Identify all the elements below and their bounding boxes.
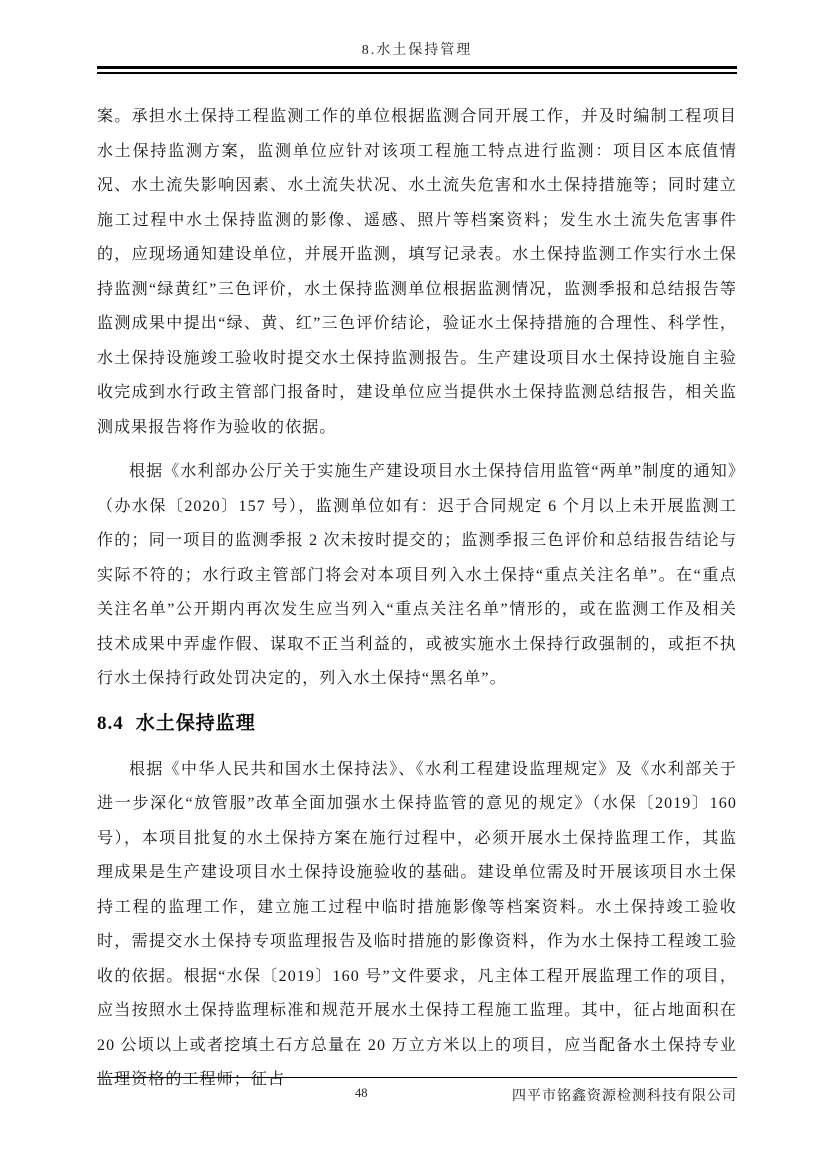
- document-body: [97, 100, 737, 1108]
- paragraph: 案。承担水土保持工程监测工作的单位根据监测合同开展工作，并及时编制工程项目水土保持监测方案，监测单位应针对该项工程施工特点进行监测：项目区本底值情况、水土流失影响因素、水土流失状况、水土流失危害和水土保持措施等；同时建立施工过程中水土保持监测的影像、遥感、照片等档案资料；发生水土流失危害事件的，应现场通知建设单位，并展开监测，填写记录表。水土保持监测工作实行水土保持监测“绿黄红”三色评价，水土保持监测单位根据监测情况，监测季报和总结报告等监测成果中提出“绿、黄、红”三色评价结论，验证水土保持措施的合理性、科学性，水土保持设施竣工验收时提交水土保持监测报告。生产建设项目水土保持设施自主验收完成到水行政主管部门报备时，建设单位应当提供水土保持监测总结报告，相关监测成果报告将作为验收的依据。: [97, 108, 737, 436]
- page-number: 48: [355, 1086, 368, 1100]
- page-footer: [97, 1077, 737, 1112]
- company-name: 四平市铭鑫资源检测科技有限公司: [512, 1089, 737, 1104]
- chapter-title: 8.水土保持管理: [361, 43, 473, 58]
- paragraph: 根据《中华人民共和国水土保持法》、《水利工程建设监理规定》及《水利部关于进一步深化“放管服”改革全面加强水土保持监管的意见的规定》（水保〔2019〕160 号），本项目批复的水土保持方案在施行过程中，必须开展水土保持监理工作，其监理成果是生产建设项目水土保持设施验收的基础。建设单位需及时开展该项目水土保持工程的监理工作，建立施工过程中临时措施影像等档案资料。水土保持竣工验收时，需提交水土保持专项监理报告及临时措施的影像资料，作为水土保持工程竣工验收的依据。根据“水保〔2019〕160 号”文件要求，凡主体工程开展监理工作的项目，应当按照水土保持监理标准和规范开展水土保持工程施工监理。其中，征占地面积在 20 公顷以上或者挖填土石方总量在 20 万立方米以上的项目，应当配备水土保持专业监理资格的工程师；征占: [97, 760, 737, 1088]
- section-heading: [97, 711, 737, 737]
- section-title: 水土保持监理: [135, 712, 256, 734]
- section-number: 8.4: [97, 712, 124, 734]
- page-header: [97, 0, 737, 74]
- paragraph: 根据《水利部办公厅关于实施生产建设项目水土保持信用监管“两单”制度的通知》（办水保〔2020〕157 号），监测单位如有：迟于合同规定 6 个月以上未开展监测工作的；同一项目的监测季报 2 次未按时提交的；监测季报三色评价和总结报告结论与实际不符的；水行政主管部门将会对本项目列入水土保持“重点关注名单”。在“重点关注名单”公开期内再次发生应当列入“重点关注名单”情形的，或在监测工作及相关技术成果中弄虚作假、谋取不正当利益的，或被实施水土保持行政强制的，或拒不执行水土保持行政处罚决定的，列入水土保持“黑名单”。: [97, 463, 737, 687]
- header-rule: [97, 66, 737, 74]
